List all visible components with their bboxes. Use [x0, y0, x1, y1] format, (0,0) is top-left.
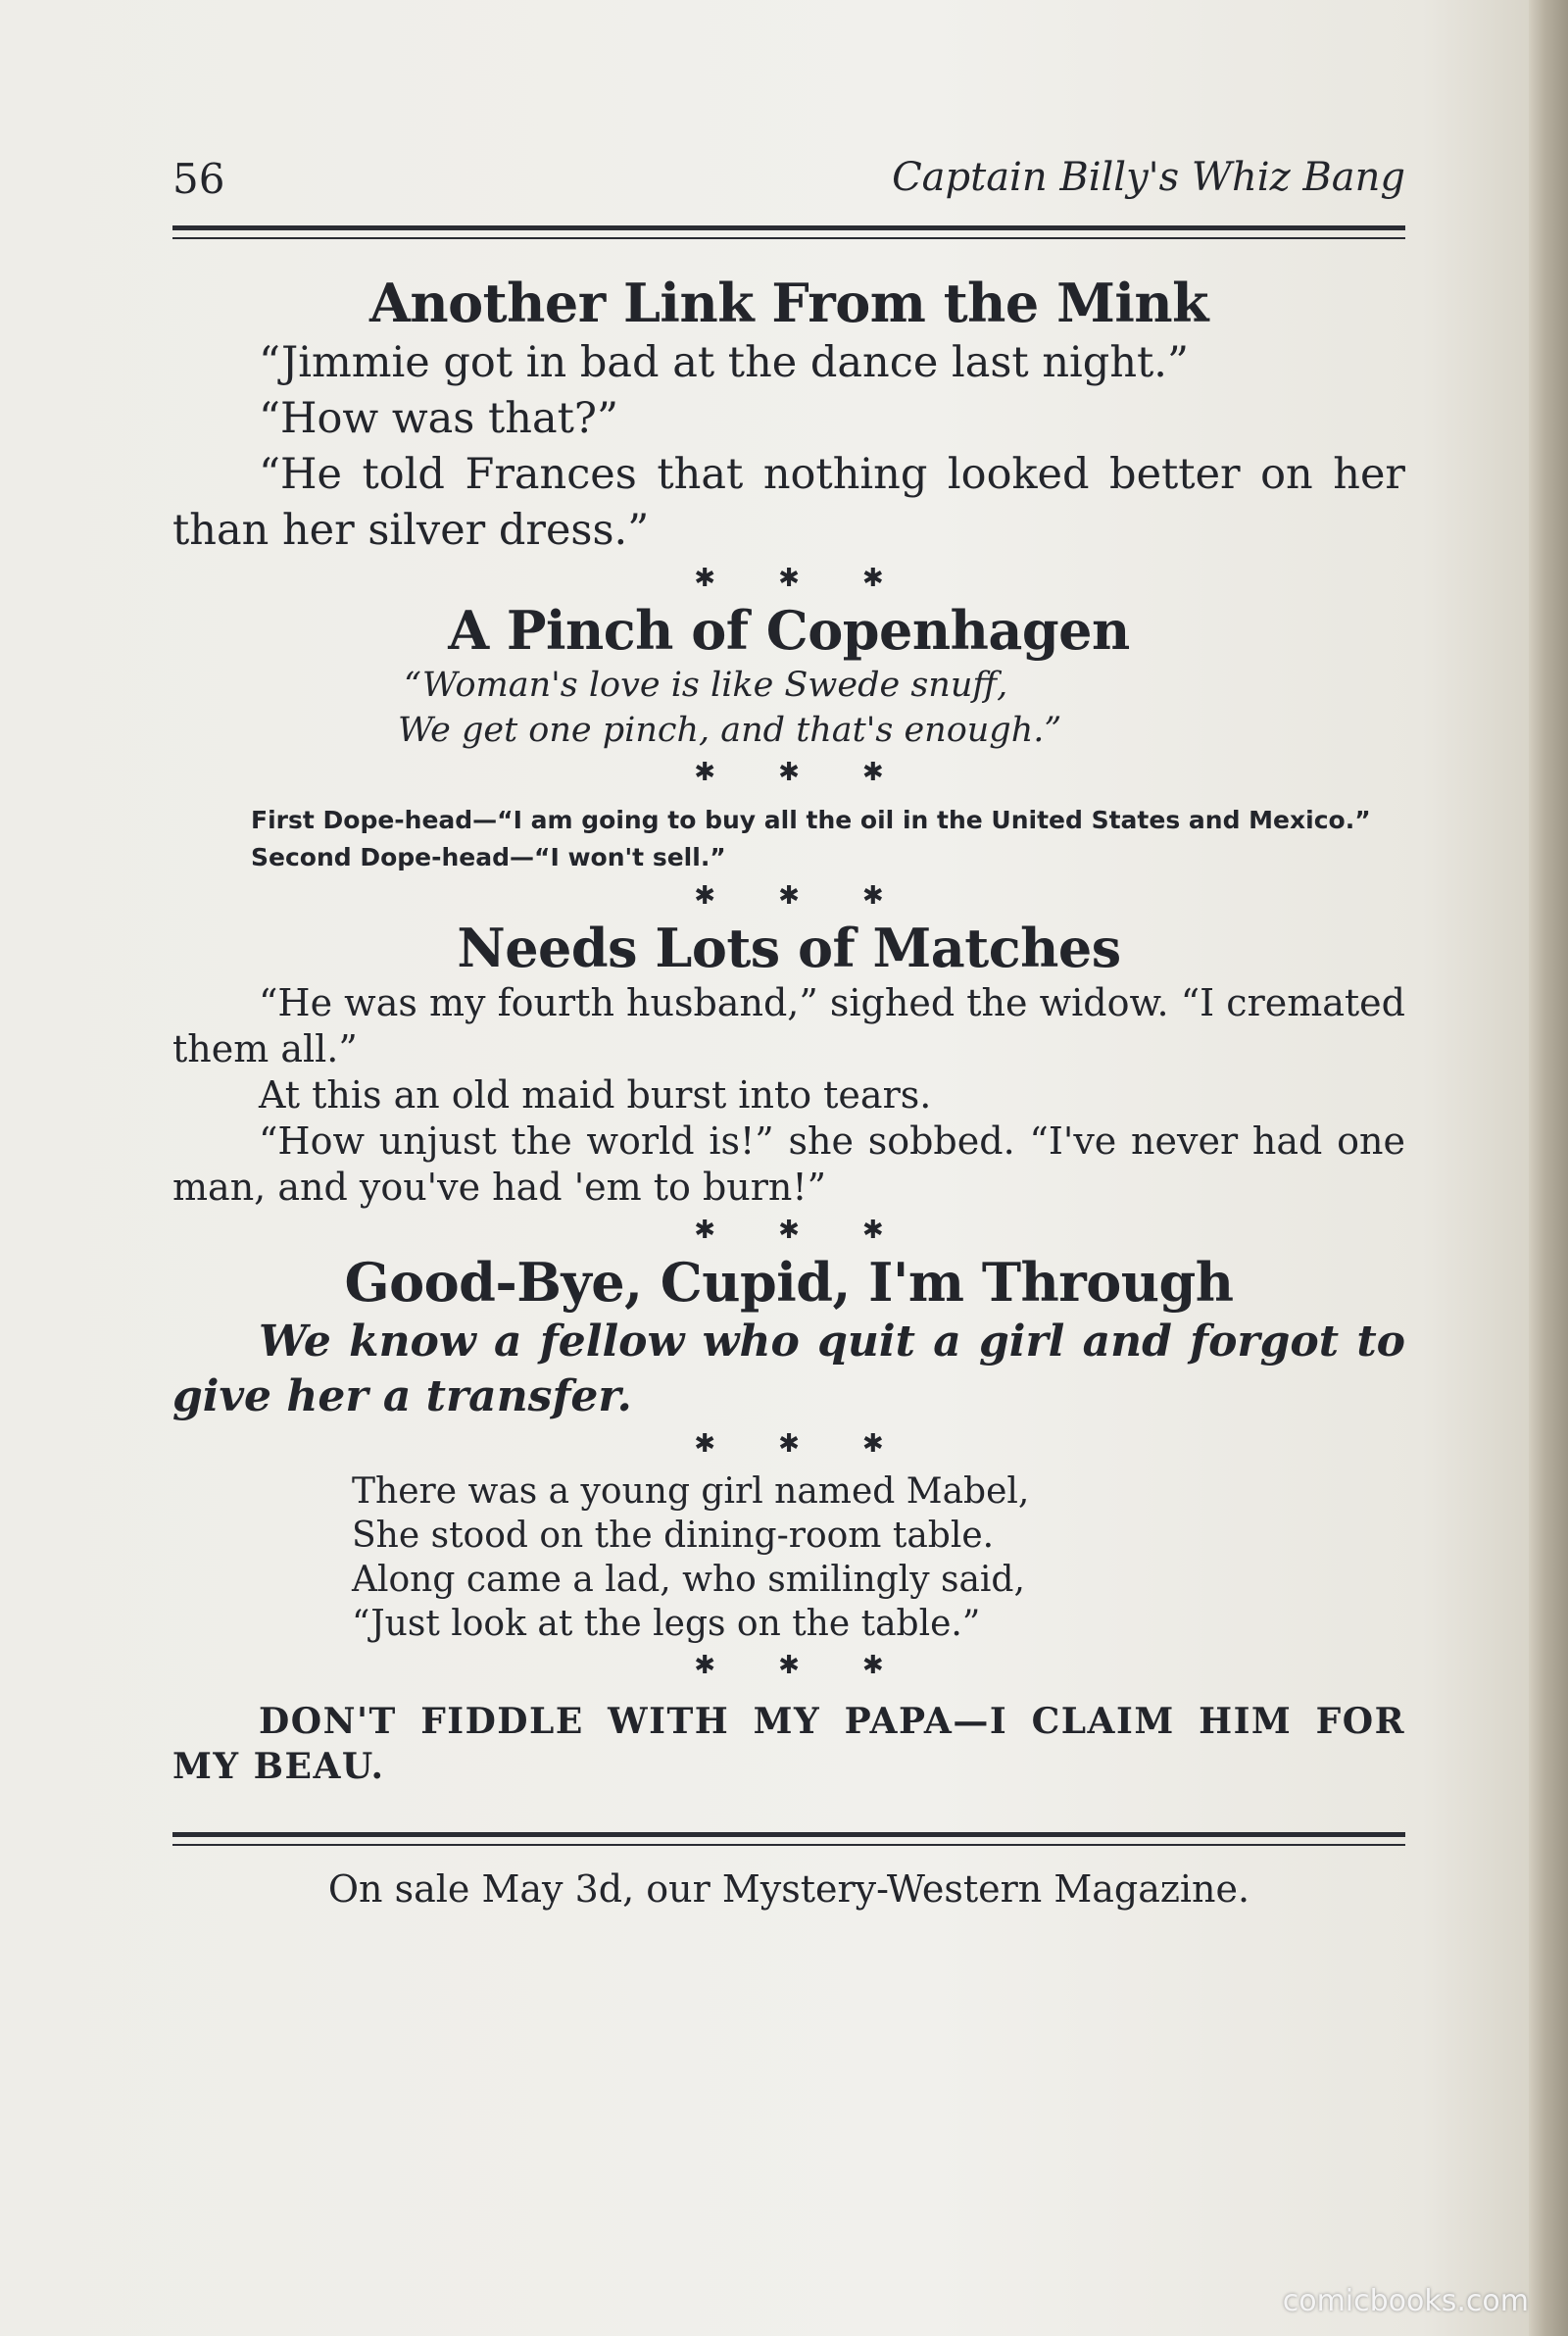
papa-text: DON'T FIDDLE WITH MY PAPA—I CLAIM HIM FOR MY BEAU.: [172, 1701, 1405, 1787]
dope-line-2: Second Dope-head—“I won't sell.”: [251, 843, 726, 871]
copenhagen-verse-2: We get one pinch, and that's enough.”: [398, 711, 1062, 750]
mabel-line-4: “Just look at the legs on the table.”: [352, 1604, 981, 1644]
separator: ✱ ✱ ✱: [694, 1651, 884, 1680]
page-number: 56: [172, 155, 225, 203]
footer-rule: [172, 1832, 1405, 1846]
copenhagen-heading: A Pinch of Copenhagen: [448, 599, 1130, 662]
copenhagen-verse-1: “Woman's love is like Swede snuff,: [404, 666, 1008, 705]
cupid-text: We know a fellow who quit a girl and forgot to give her a transfer.: [172, 1317, 1405, 1421]
mabel-line-2: She stood on the dining-room table.: [352, 1516, 995, 1556]
separator: ✱ ✱ ✱: [694, 564, 884, 593]
cupid-heading: Good-Bye, Cupid, I'm Through: [344, 1251, 1234, 1314]
separator: ✱ ✱ ✱: [694, 1216, 884, 1245]
mink-line-1: “Jimmie got in bad at the dance last night.”: [259, 338, 1189, 387]
mabel-line-3: Along came a lad, who smilingly said,: [352, 1560, 1025, 1600]
separator: ✱ ✱ ✱: [694, 881, 884, 911]
watermark: comicbooks.com: [1282, 2284, 1529, 2318]
running-title: Captain Billy's Whiz Bang: [892, 155, 1405, 200]
mabel-line-1: There was a young girl named Mabel,: [352, 1471, 1030, 1512]
footer-text: On sale May 3d, our Mystery-Western Magazine.: [327, 1867, 1250, 1911]
matches-line-1: “He was my fourth husband,” sighed the widow. “I cremated them all.”: [172, 981, 1405, 1070]
header-rule: [172, 225, 1405, 239]
separator: ✱ ✱ ✱: [694, 758, 884, 787]
page-header: [172, 147, 1405, 210]
mink-line-3: “He told Frances that nothing looked better on her than her silver dress.”: [172, 450, 1405, 555]
page-edge: [1529, 0, 1568, 2336]
page-content: [172, 147, 1405, 1911]
separator: ✱ ✱ ✱: [694, 1429, 884, 1459]
dope-line-1: First Dope-head—“I am going to buy all the oil in the United States and Mexico.”: [251, 806, 1371, 834]
matches-line-3: “How unjust the world is!” she sobbed. “I've never had one man, and you've had 'em to burn!”: [172, 1119, 1405, 1209]
mink-line-2: “How was that?”: [259, 394, 618, 443]
mink-heading: Another Link From the Mink: [368, 272, 1209, 334]
matches-line-2: At this an old maid burst into tears.: [259, 1073, 932, 1117]
matches-heading: Needs Lots of Matches: [457, 917, 1121, 979]
